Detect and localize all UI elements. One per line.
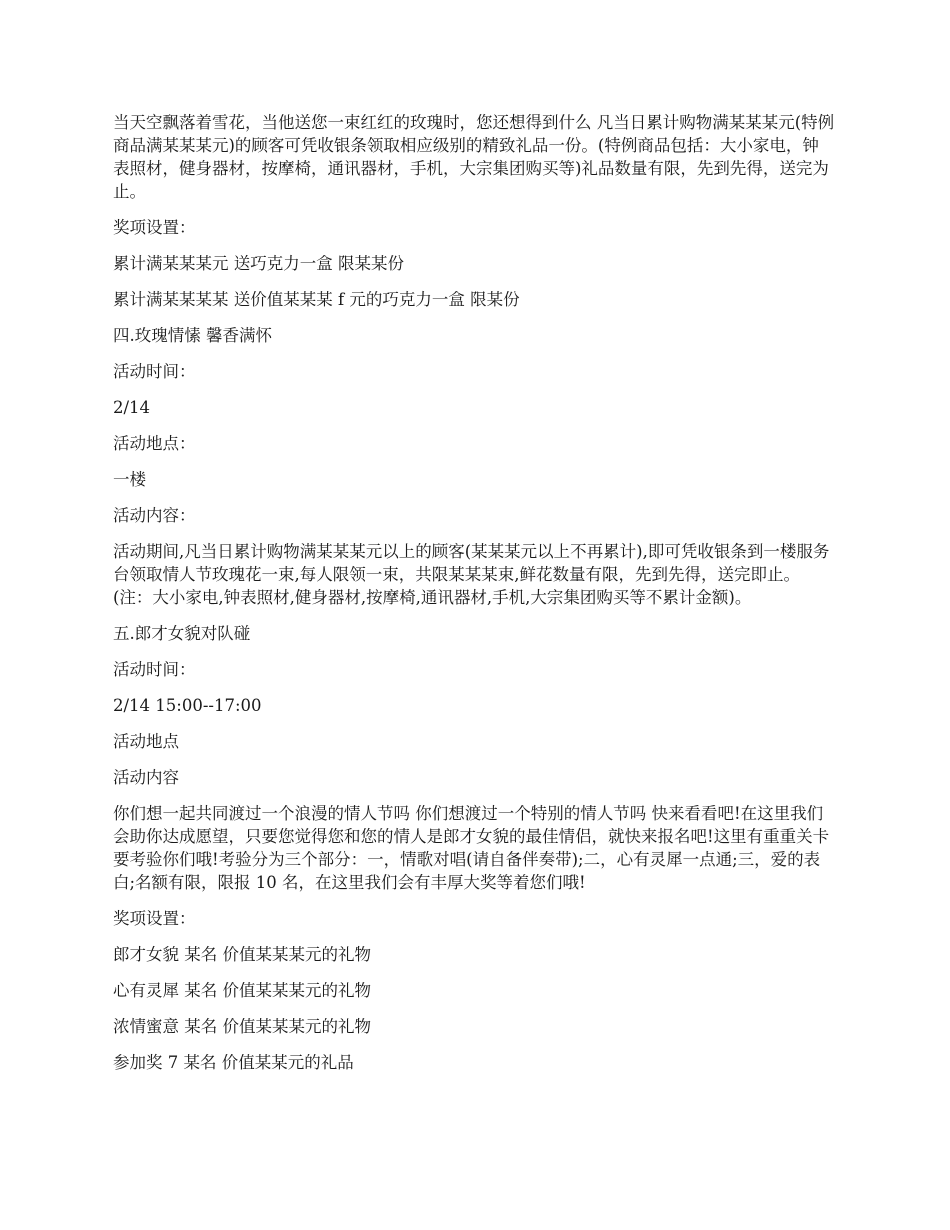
activity-location-value: 一楼	[113, 470, 146, 489]
activity-time-label: 活动时间：	[113, 362, 196, 381]
prize-settings-heading: 奖项设置：	[113, 218, 196, 237]
prize-settings-heading: 奖项设置：	[113, 909, 196, 928]
intro-paragraph: 当天空飘落着雪花，当他送您一束红红的玫瑰时，您还想得到什么 凡当日累计购物满某某某元(特例商品满某某某元)的顾客可凭收银条领取相应级别的精致礼品一份。(特例商品包括：大小家电，钟表照材，健身器材，按摩椅，通讯器材，手机，大宗集团购买等)礼品数量有限，先到先得，送完为止。	[113, 113, 835, 201]
activity-location-label: 活动地点：	[113, 434, 196, 453]
prize-line: 郎才女貌 某名 价值某某某元的礼物	[113, 945, 371, 964]
activity-time-label: 活动时间：	[113, 660, 196, 679]
activity-location-label: 活动地点	[113, 732, 179, 751]
prize-line: 参加奖 7 某名 价值某某元的礼品	[113, 1053, 354, 1072]
prize-line: 累计满某某某元 送巧克力一盒 限某某份	[113, 254, 404, 273]
activity-content-paragraph: 你们想一起共同渡过一个浪漫的情人节吗 你们想渡过一个特别的情人节吗 快来看看吧!在这里我们会助你达成愿望，只要您觉得您和您的情人是郎才女貌的最佳情侣，就快来报名吧!这里有重重关卡要考验你们哦!考验分为三个部分：一，情歌对唱(请自备伴奏带);二，心有灵犀一点通;三，爱的表白;名额有限，限报 10 名，在这里我们会有丰厚大奖等着您们哦!	[113, 804, 830, 892]
activity-content-label: 活动内容：	[113, 506, 196, 525]
activity-content-paragraph: 活动期间,凡当日累计购物满某某某元以上的顾客(某某某元以上不再累计),即可凭收银条到一楼服务台领取情人节玫瑰花一束,每人限领一束，共限某某某束,鲜花数量有限，先到先得，送完即止。(注：大小家电,钟表照材,健身器材,按摩椅,通讯器材,手机,大宗集团购买等不累计金额)。	[113, 542, 830, 607]
activity-time-value: 2/14	[113, 398, 151, 417]
section-heading-rose: 四.玫瑰情愫 馨香满怀	[113, 326, 272, 345]
prize-line: 心有灵犀 某名 价值某某某元的礼物	[113, 981, 371, 1000]
section-heading-couple: 五.郎才女貌对队碰	[113, 624, 251, 643]
prize-line: 累计满某某某某 送价值某某某 f 元的巧克力一盒 限某份	[113, 290, 520, 309]
activity-content-label: 活动内容	[113, 768, 179, 787]
document-body	[113, 111, 835, 1087]
activity-time-value: 2/14 15:00--17:00	[113, 696, 262, 715]
prize-line: 浓情蜜意 某名 价值某某某元的礼物	[113, 1017, 371, 1036]
